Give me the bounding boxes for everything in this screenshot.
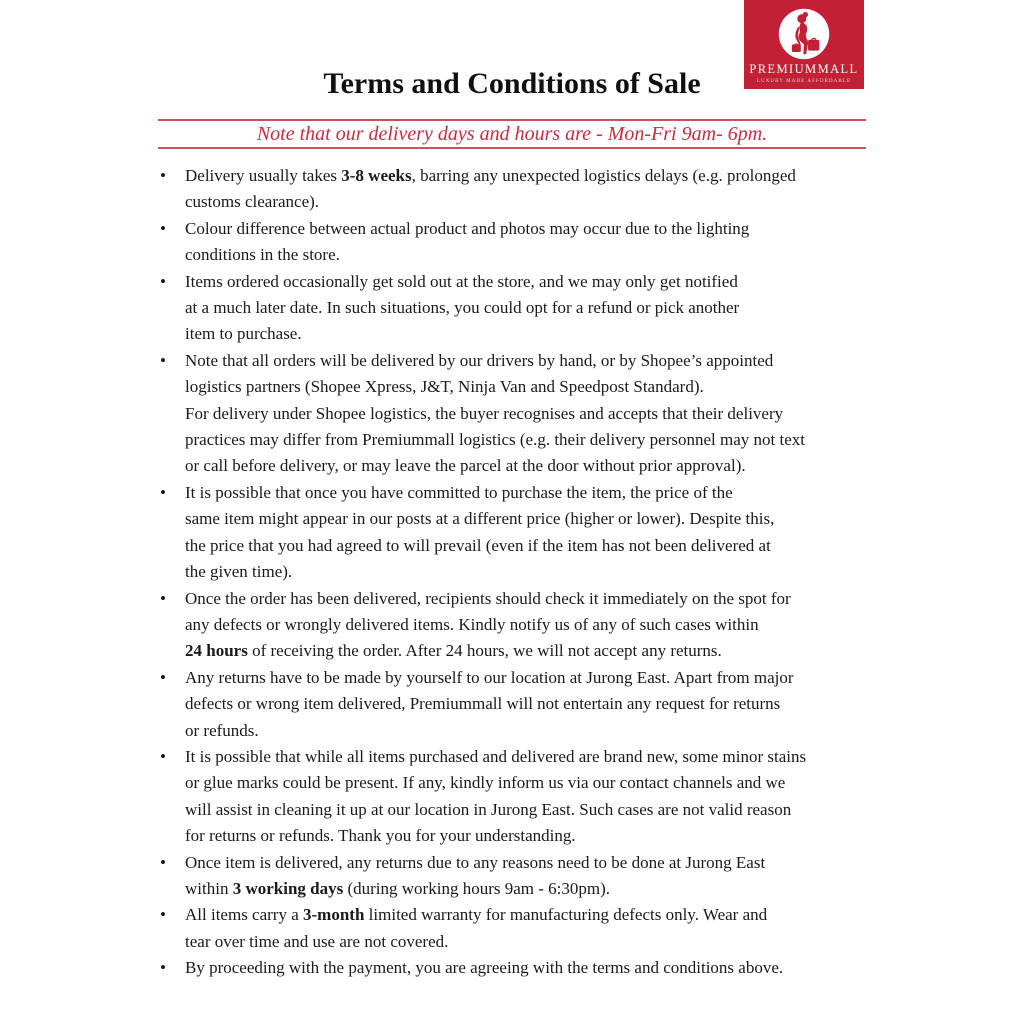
term-item [158, 665, 872, 744]
term-line: or refunds. [185, 720, 259, 740]
term-line: Any returns have to be made by yourself to our location at Jurong East. Apart from major [185, 667, 794, 687]
bullet-icon: • [160, 350, 166, 370]
term-line: By proceeding with the payment, you are agreeing with the terms and conditions above. [185, 958, 784, 978]
term-item [158, 586, 872, 665]
term-line: For delivery under Shopee logistics, the buyer recognises and accepts that their delivery [185, 403, 784, 423]
page-title: Terms and Conditions of Sale [323, 67, 701, 100]
logo-brand-text: PREMIUMMALL [749, 62, 859, 76]
term-line: any defects or wrongly delivered items. Kindly notify us of any of such cases within [185, 614, 759, 634]
bullet-icon: • [160, 218, 166, 238]
term-line: Note that all orders will be delivered by our drivers by hand, or by Shopee’s appointed [185, 350, 774, 370]
logo-tagline-text: LUXURY MADE AFFORDABLE [756, 78, 852, 84]
term-line: logistics partners (Shopee Xpress, J&T, Ninja Van and Speedpost Standard). [185, 377, 704, 397]
bullet-icon: • [160, 271, 166, 291]
term-item [158, 850, 872, 903]
bullet-icon: • [160, 482, 166, 502]
woman-shopper-silhouette-icon [777, 7, 831, 61]
term-line: or call before delivery, or may leave the parcel at the door without prior approval). [185, 456, 746, 476]
term-item [158, 480, 872, 586]
bullet-icon: • [160, 905, 166, 925]
bullet-icon: • [160, 958, 166, 978]
term-line: Colour difference between actual product and photos may occur due to the lighting [185, 218, 750, 238]
delivery-hours-note: Note that our delivery days and hours are - Mon-Fri 9am- 6pm. [256, 123, 768, 145]
bullet-icon: • [160, 746, 166, 766]
divider-bottom [158, 147, 866, 149]
term-line: Items ordered occasionally get sold out at the store, and we may only get notified [185, 271, 738, 291]
term-item [158, 744, 872, 850]
bullet-icon: • [160, 852, 166, 872]
term-line: It is possible that once you have committed to purchase the item, the price of the [185, 482, 733, 502]
term-line: will assist in cleaning it up at our location in Jurong East. Such cases are not valid reason [185, 799, 792, 819]
term-line: practices may differ from Premiummall logistics (e.g. their delivery personnel may not text [185, 430, 806, 450]
term-item [158, 348, 872, 480]
divider-top [158, 119, 866, 121]
term-item [158, 955, 872, 981]
term-line: or glue marks could be present. If any, kindly inform us via our contact channels and we [185, 773, 786, 793]
term-line: Delivery usually takes 3-8 weeks, barring any unexpected logistics delays (e.g. prolonged [185, 166, 796, 185]
term-line: the price that you had agreed to will prevail (even if the item has not been delivered at [185, 535, 771, 555]
term-line: item to purchase. [185, 324, 302, 344]
term-line: Once the order has been delivered, recipients should check it immediately on the spot for [185, 588, 791, 608]
term-line: the given time). [185, 562, 293, 582]
term-item [158, 269, 872, 348]
term-line: All items carry a 3-month limited warranty for manufacturing defects only. Wear and [185, 905, 768, 925]
term-line: It is possible that while all items purchased and delivered are brand new, some minor stains [185, 746, 807, 766]
term-line: Once item is delivered, any returns due to any reasons need to be done at Jurong East [185, 852, 766, 872]
term-line: conditions in the store. [185, 245, 340, 265]
term-line: tear over time and use are not covered. [185, 931, 449, 951]
term-line: same item might appear in our posts at a different price (higher or lower). Despite this, [185, 509, 775, 529]
term-item [158, 216, 872, 269]
term-line: customs clearance). [185, 192, 320, 212]
term-line: 24 hours of receiving the order. After 24 hours, we will not accept any returns. [185, 641, 722, 661]
bullet-icon: • [160, 588, 166, 608]
term-line: at a much later date. In such situations, you could opt for a refund or pick another [185, 298, 740, 318]
bullet-icon: • [160, 166, 166, 185]
term-line: within 3 working days (during working hours 9am - 6:30pm). [185, 878, 611, 898]
term-line: for returns or refunds. Thank you for your understanding. [185, 826, 576, 846]
terms-list [158, 163, 872, 982]
bullet-icon: • [160, 667, 166, 687]
term-item [158, 902, 872, 955]
term-item [158, 163, 872, 216]
term-line: defects or wrong item delivered, Premiummall will not entertain any request for returns [185, 694, 781, 714]
